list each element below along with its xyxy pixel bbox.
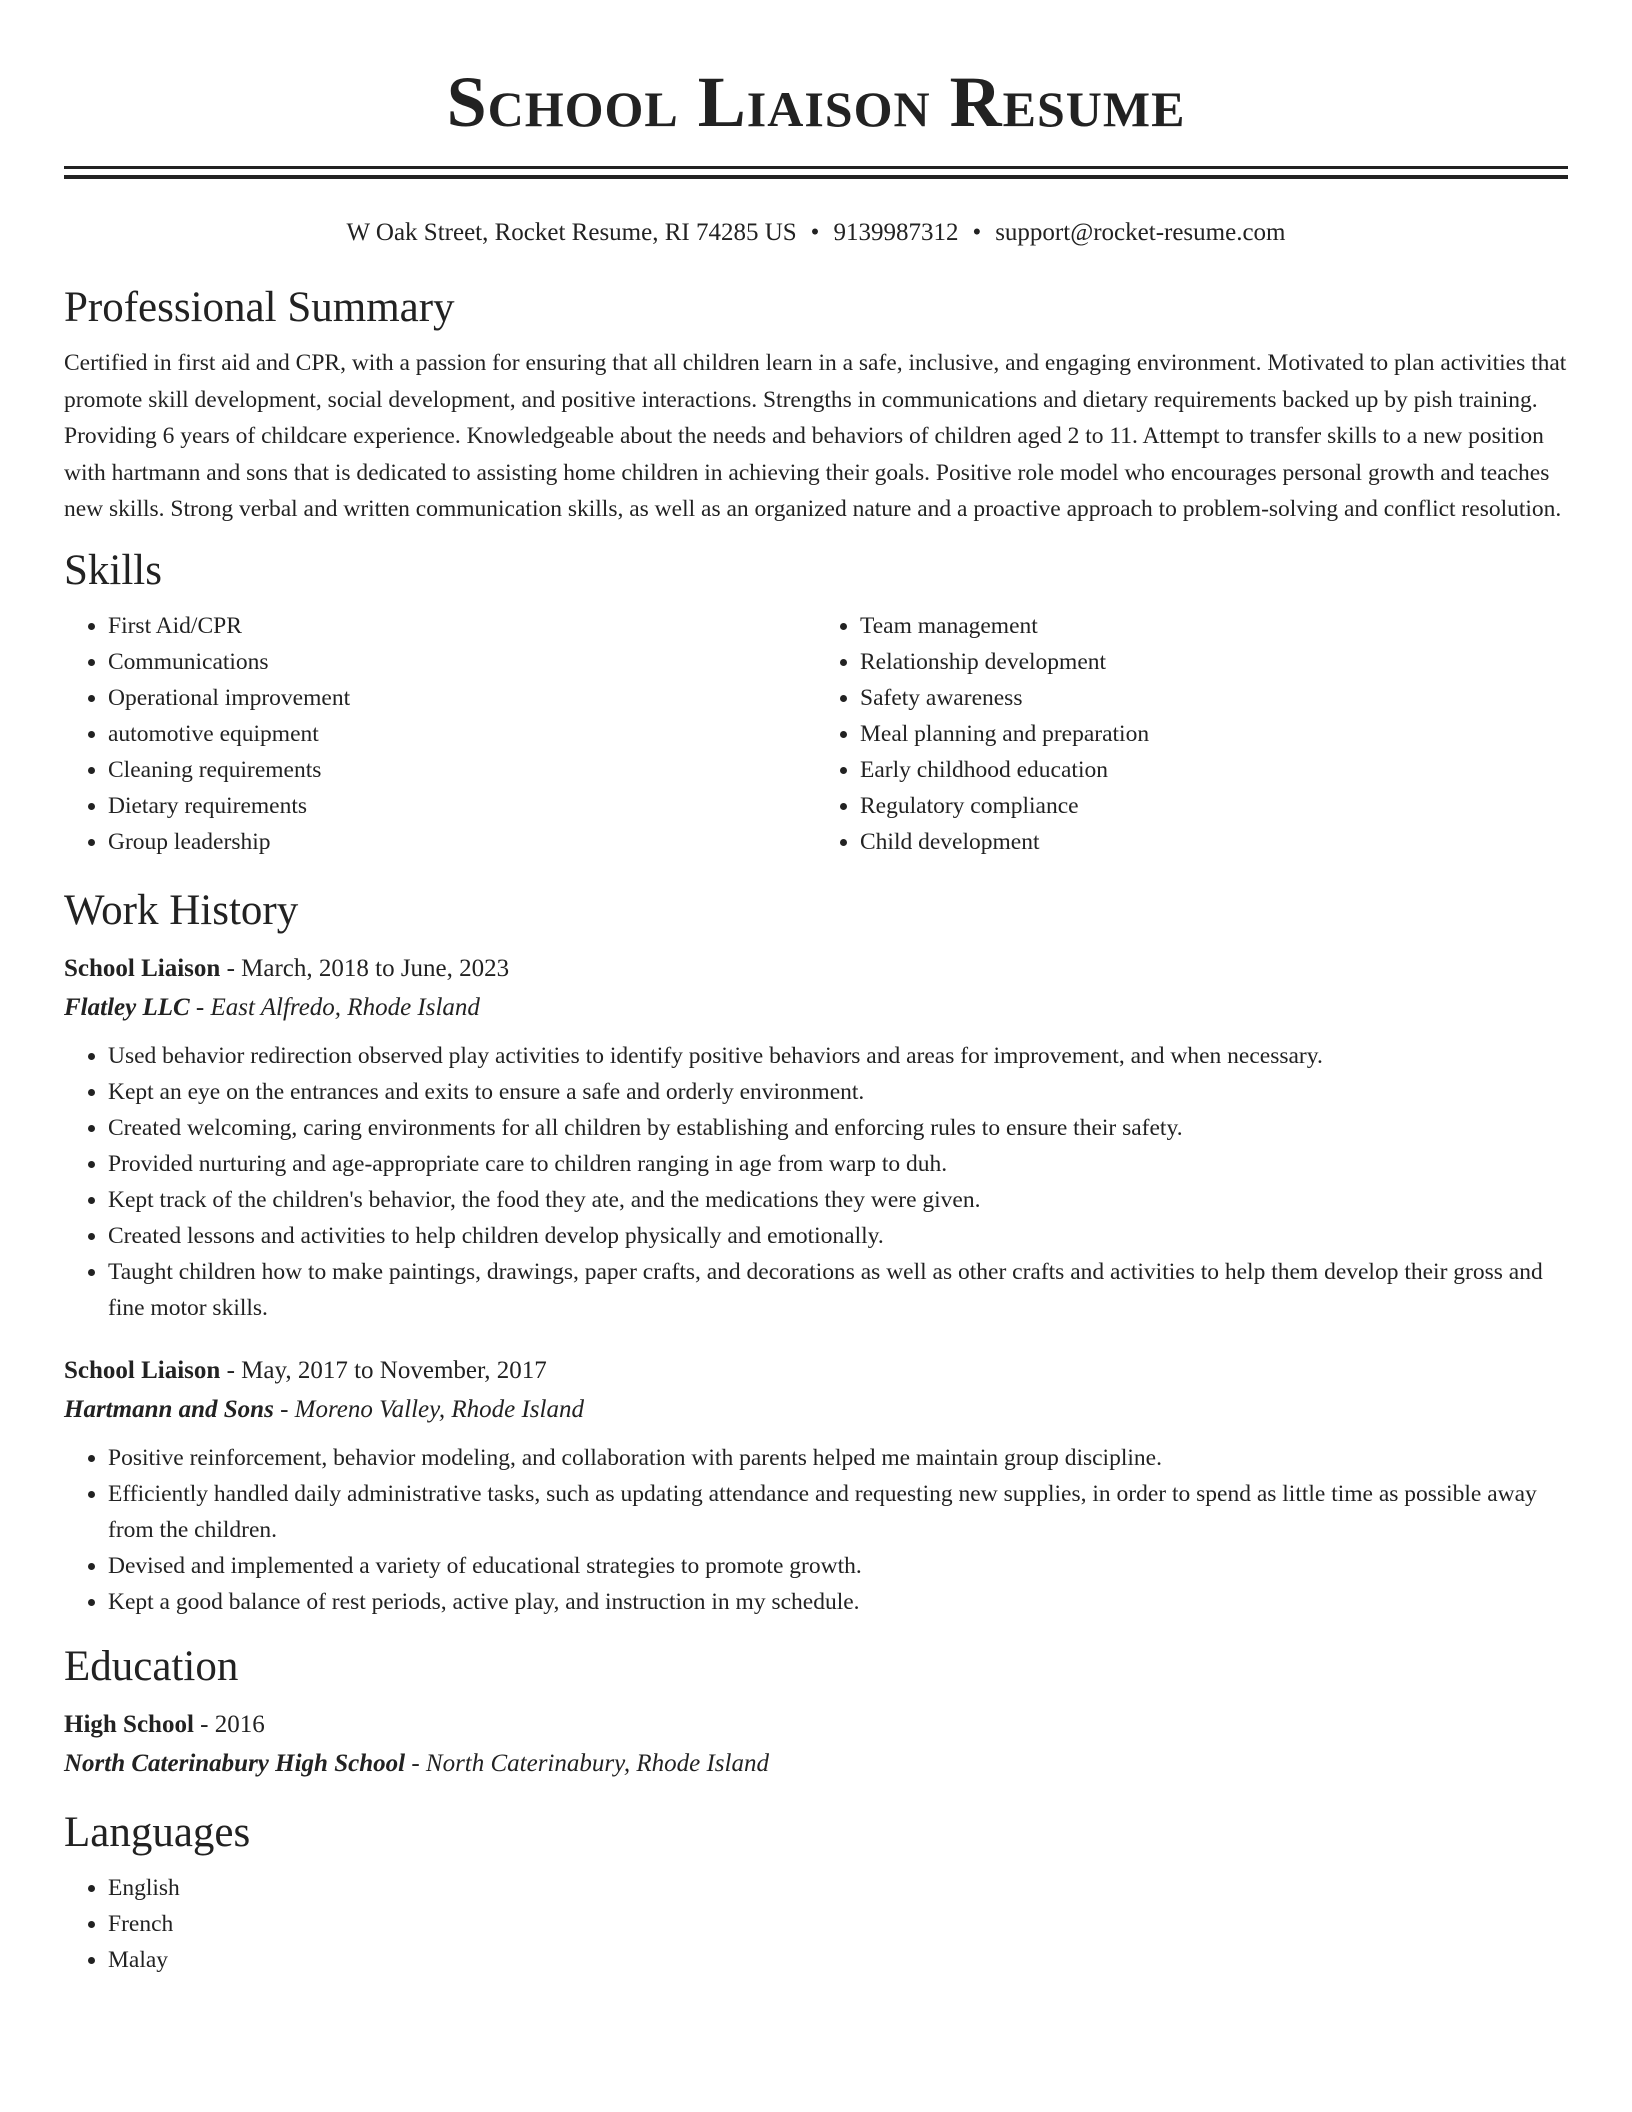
job-title: School Liaison — [64, 1356, 221, 1384]
skills-list-left — [64, 608, 816, 860]
education-location: North Caterinabury, Rhode Island — [425, 1749, 769, 1777]
skill-item: • Group leadership — [108, 824, 816, 860]
skill-item: • Early childhood education — [860, 752, 1568, 788]
job-entry — [64, 1352, 1568, 1620]
resume-title: School Liaison Resume — [446, 62, 1186, 142]
summary-text: Certified in first aid and CPR, with a passion for ensuring that all children learn in a safe, inclusive, and engaging environment. Motivated to plan activities that promote skill development, social development, and positive interactions. Strengths in communications and dietary requirements backed up by pish training. Providing 6 years of childcare experience. Knowledgeable about the needs and behaviors of children aged 2 to 11. Attempt to transfer skills to a new position with hartmann and sons that is dedicated to assisting home children in achieving their goals. Positive role model who encourages personal growth and teaches new skills. Strong verbal and written communication skills, as well as an organized nature and a proactive approach to problem-solving and conflict resolution. — [64, 350, 1567, 522]
job-bullet: • Taught children how to make paintings, drawings, paper crafts, and decorations as well as other crafts and activities to help them develop their gross and fine motor skills. — [108, 1254, 1568, 1326]
skill-item: • automotive equipment — [108, 716, 816, 752]
job-dates: March, 2018 to June, 2023 — [241, 954, 510, 982]
education-heading: Education — [64, 1642, 239, 1690]
skill-item: • Safety awareness — [860, 680, 1568, 716]
education-degree-line: High School - 2016 — [64, 1710, 265, 1738]
job-location: Moreno Valley, Rhode Island — [294, 1395, 584, 1423]
job-company-line: Hartmann and Sons - Moreno Valley, Rhode Island — [64, 1395, 584, 1423]
job-company-line: Flatley LLC - East Alfredo, Rhode Island — [64, 993, 480, 1021]
languages-heading: Languages — [64, 1808, 251, 1856]
work-heading: Work History — [64, 886, 299, 934]
job-title-line: School Liaison - March, 2018 to June, 2023 — [64, 954, 510, 982]
job-entry — [64, 950, 1568, 1326]
skill-item: • Regulatory compliance — [860, 788, 1568, 824]
job-title: School Liaison — [64, 954, 221, 982]
education-year: 2016 — [214, 1710, 265, 1738]
job-bullet: • Devised and implemented a variety of educational strategies to promote growth. — [108, 1548, 1568, 1584]
language-item: • English — [108, 1870, 1568, 1906]
job-bullet: • Used behavior redirection observed play activities to identify positive behaviors and areas for improvement, and when necessary. — [108, 1038, 1568, 1074]
title-rule-bottom — [64, 175, 1568, 179]
education-school: North Caterinabury High School — [64, 1749, 406, 1777]
job-bullet: • Created lessons and activities to help children develop physically and emotionally. — [108, 1218, 1568, 1254]
skills-columns — [64, 608, 1568, 860]
summary-heading: Professional Summary — [64, 284, 455, 331]
job-bullet: • Efficiently handled daily administrative tasks, such as updating attendance and requesting new supplies, in order to spend as little time as possible away from the children. — [108, 1476, 1568, 1548]
skill-item: • Child development — [860, 824, 1568, 860]
skill-item: • Dietary requirements — [108, 788, 816, 824]
contact-separator: • — [972, 219, 982, 246]
job-bullets — [64, 1440, 1568, 1620]
job-bullet: • Positive reinforcement, behavior modeling, and collaboration with parents helped me maintain group discipline. — [108, 1440, 1568, 1476]
job-bullet: • Created welcoming, caring environments for all children by establishing and enforcing rules to ensure their safety. — [108, 1110, 1568, 1146]
skill-item: • Communications — [108, 644, 816, 680]
job-company: Hartmann and Sons — [64, 1395, 274, 1423]
education-entry — [64, 1706, 1568, 1784]
contact-email: support@rocket-resume.com — [995, 219, 1286, 246]
contact-separator: • — [810, 219, 820, 246]
skills-list-right — [816, 608, 1568, 860]
language-item: • Malay — [108, 1942, 1568, 1978]
job-company: Flatley LLC — [64, 993, 190, 1021]
contact-line — [64, 217, 1568, 249]
education-degree: High School — [64, 1710, 194, 1738]
education-school-line: North Caterinabury High School - North Caterinabury, Rhode Island — [64, 1749, 769, 1777]
contact-phone: 9139987312 — [833, 219, 959, 246]
job-bullet: • Provided nurturing and age-appropriate care to children ranging in age from warp to duh. — [108, 1146, 1568, 1182]
contact-address: W Oak Street, Rocket Resume, RI 74285 US — [346, 219, 797, 246]
languages-list — [64, 1870, 1568, 1978]
job-location: East Alfredo, Rhode Island — [210, 993, 480, 1021]
title-rule-top — [64, 166, 1568, 169]
job-bullet: • Kept an eye on the entrances and exits to ensure a safe and orderly environment. — [108, 1074, 1568, 1110]
language-item: • French — [108, 1906, 1568, 1942]
skills-heading: Skills — [64, 546, 162, 594]
skill-item: • Operational improvement — [108, 680, 816, 716]
job-dates: May, 2017 to November, 2017 — [241, 1356, 547, 1384]
skill-item: • First Aid/CPR — [108, 608, 816, 644]
job-bullets — [64, 1038, 1568, 1326]
job-bullet: • Kept a good balance of rest periods, active play, and instruction in my schedule. — [108, 1584, 1568, 1620]
skill-item: • Cleaning requirements — [108, 752, 816, 788]
job-bullet: • Kept track of the children's behavior, the food they ate, and the medications they were given. — [108, 1182, 1568, 1218]
skill-item: • Meal planning and preparation — [860, 716, 1568, 752]
job-title-line: School Liaison - May, 2017 to November, 2017 — [64, 1356, 547, 1384]
skill-item: • Team management — [860, 608, 1568, 644]
skill-item: • Relationship development — [860, 644, 1568, 680]
